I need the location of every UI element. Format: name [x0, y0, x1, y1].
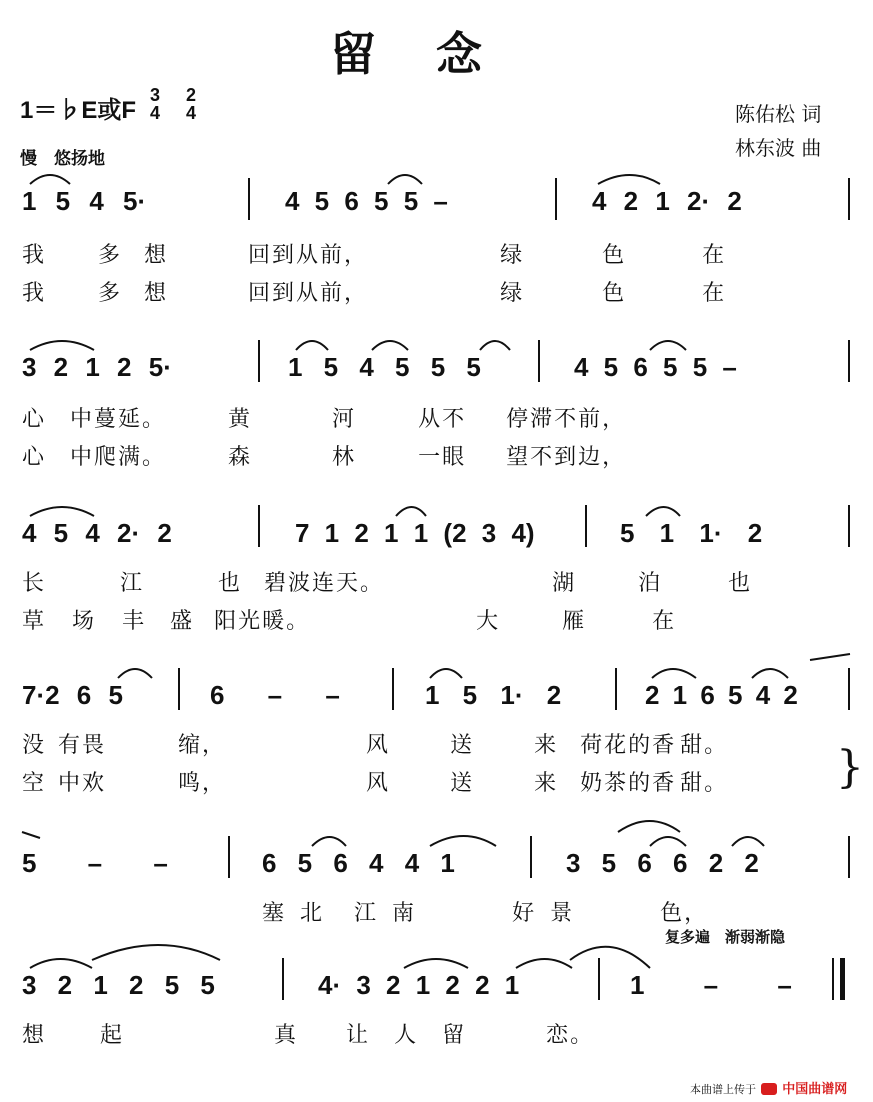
notation-line-2-measure-2: 1 5 4 5 5 5 — [288, 352, 481, 382]
tempo-marking: 慢 悠扬地 — [20, 149, 105, 169]
lyrics-line-1-verse-1: 我 多 想 回到从前， 绿 色 在 — [22, 243, 727, 268]
notation-line-1-measure-3: 4 2 1 2· 2 — [592, 186, 742, 216]
notation-line-4-measure-4: 2 1 6 5 4 2 — [645, 680, 798, 710]
lyrics-line-5-verse-1: 塞 北 江 南 好 景 色， — [262, 901, 709, 926]
notation-line-5-measure-3: 3 5 6 6 2 2 — [566, 848, 759, 878]
slur — [396, 507, 426, 516]
slur — [752, 669, 788, 678]
lyrics-line-1-verse-2: 我 多 想 回到从前， 绿 色 在 — [22, 281, 727, 306]
lyrics-line-4-verse-2: 空 中欢 鸣， 风 送 来 奶茶的香 甜。 — [22, 771, 729, 796]
slur — [570, 947, 650, 968]
song-title: 留念 — [330, 27, 542, 81]
notation-line-4-measure-2: 6 – – — [210, 680, 340, 710]
composer: 林东波 曲 — [735, 136, 822, 160]
slur — [480, 341, 510, 350]
notation-line-4-measure-3: 1 5 1· 2 — [425, 680, 562, 710]
slur — [404, 959, 468, 968]
slur — [22, 832, 40, 838]
lyricist: 陈佑松 词 — [735, 102, 822, 126]
notation-line-6-measure-1: 3 2 1 2 5 5 — [22, 970, 215, 1000]
watermark-brand: 中国曲谱网 — [782, 1082, 848, 1097]
slur — [92, 945, 220, 960]
slur — [312, 837, 346, 846]
slur — [652, 669, 696, 678]
lyrics-line-6-verse-1: 想 起 真 让 人 留 恋。 — [22, 1023, 595, 1048]
slur — [372, 341, 408, 350]
key-signature: 1＝♭E或F — [20, 97, 137, 124]
lyrics-line-4-verse-1: 没 有畏 缩， 风 送 来 荷花的香 甜。 — [22, 733, 729, 758]
watermark — [690, 1078, 847, 1097]
notation-line-1-measure-2: 4 5 6 5 5 – — [285, 186, 448, 216]
slur — [30, 341, 94, 350]
notation-line-1-measure-1: 1 5 4 5· — [22, 186, 147, 216]
repeat-brace: } — [836, 742, 864, 793]
time-signature-1: 3 4 — [150, 85, 161, 123]
slur — [516, 959, 572, 968]
slur — [430, 836, 496, 846]
notation-line-5-measure-2: 6 5 6 4 4 1 — [262, 848, 455, 878]
notation-line-3-measure-2: 7 1 2 1 1 (2 3 4) — [295, 518, 535, 548]
notation-line-2-measure-3: 4 5 6 5 5 – — [574, 352, 737, 382]
notation-line-6-measure-3: 1 – – — [630, 970, 792, 1000]
notation-line-5-measure-1: 5 – – — [22, 848, 168, 878]
notation-line-3-measure-3: 5 1 1· 2 — [620, 518, 763, 548]
site-logo-icon — [761, 1083, 777, 1095]
slur — [650, 837, 686, 846]
slur — [30, 175, 70, 184]
slur — [646, 507, 680, 516]
watermark-text: 本曲谱上传于 — [690, 1083, 756, 1096]
slur — [618, 821, 680, 832]
lyrics-line-2-verse-2: 心 中爬满。 森 林 一眼 望不到边， — [22, 445, 627, 470]
slur — [388, 175, 422, 184]
slur — [650, 341, 686, 350]
notation-line-3-measure-1: 4 5 4 2· 2 — [22, 518, 172, 548]
repeat-annotation: 复多遍 渐弱渐隐 — [665, 928, 786, 946]
notation-line-6-measure-2: 4· 3 2 1 2 2 1 — [318, 970, 520, 1000]
lyrics-line-3-verse-1: 长 江 也 碧波连天。 湖 泊 也 — [22, 571, 753, 596]
slur — [598, 175, 660, 184]
slur — [30, 959, 92, 968]
slur — [30, 507, 94, 516]
lyrics-line-2-verse-1: 心 中蔓延。 黄 河 从不 停滞不前， — [22, 407, 627, 432]
time-signature-2: 2 4 — [186, 85, 197, 123]
slur — [810, 654, 850, 660]
slur — [118, 669, 152, 678]
slur — [430, 669, 462, 678]
lyrics-line-3-verse-2: 草 场 丰 盛 阳光暖。 大 雁 在 — [22, 609, 677, 634]
slur — [296, 341, 328, 350]
notation-line-4-measure-1: 7·2 6 5 — [22, 680, 123, 710]
notation-line-2-measure-1: 3 2 1 2 5· — [22, 352, 172, 382]
slur — [732, 837, 764, 846]
